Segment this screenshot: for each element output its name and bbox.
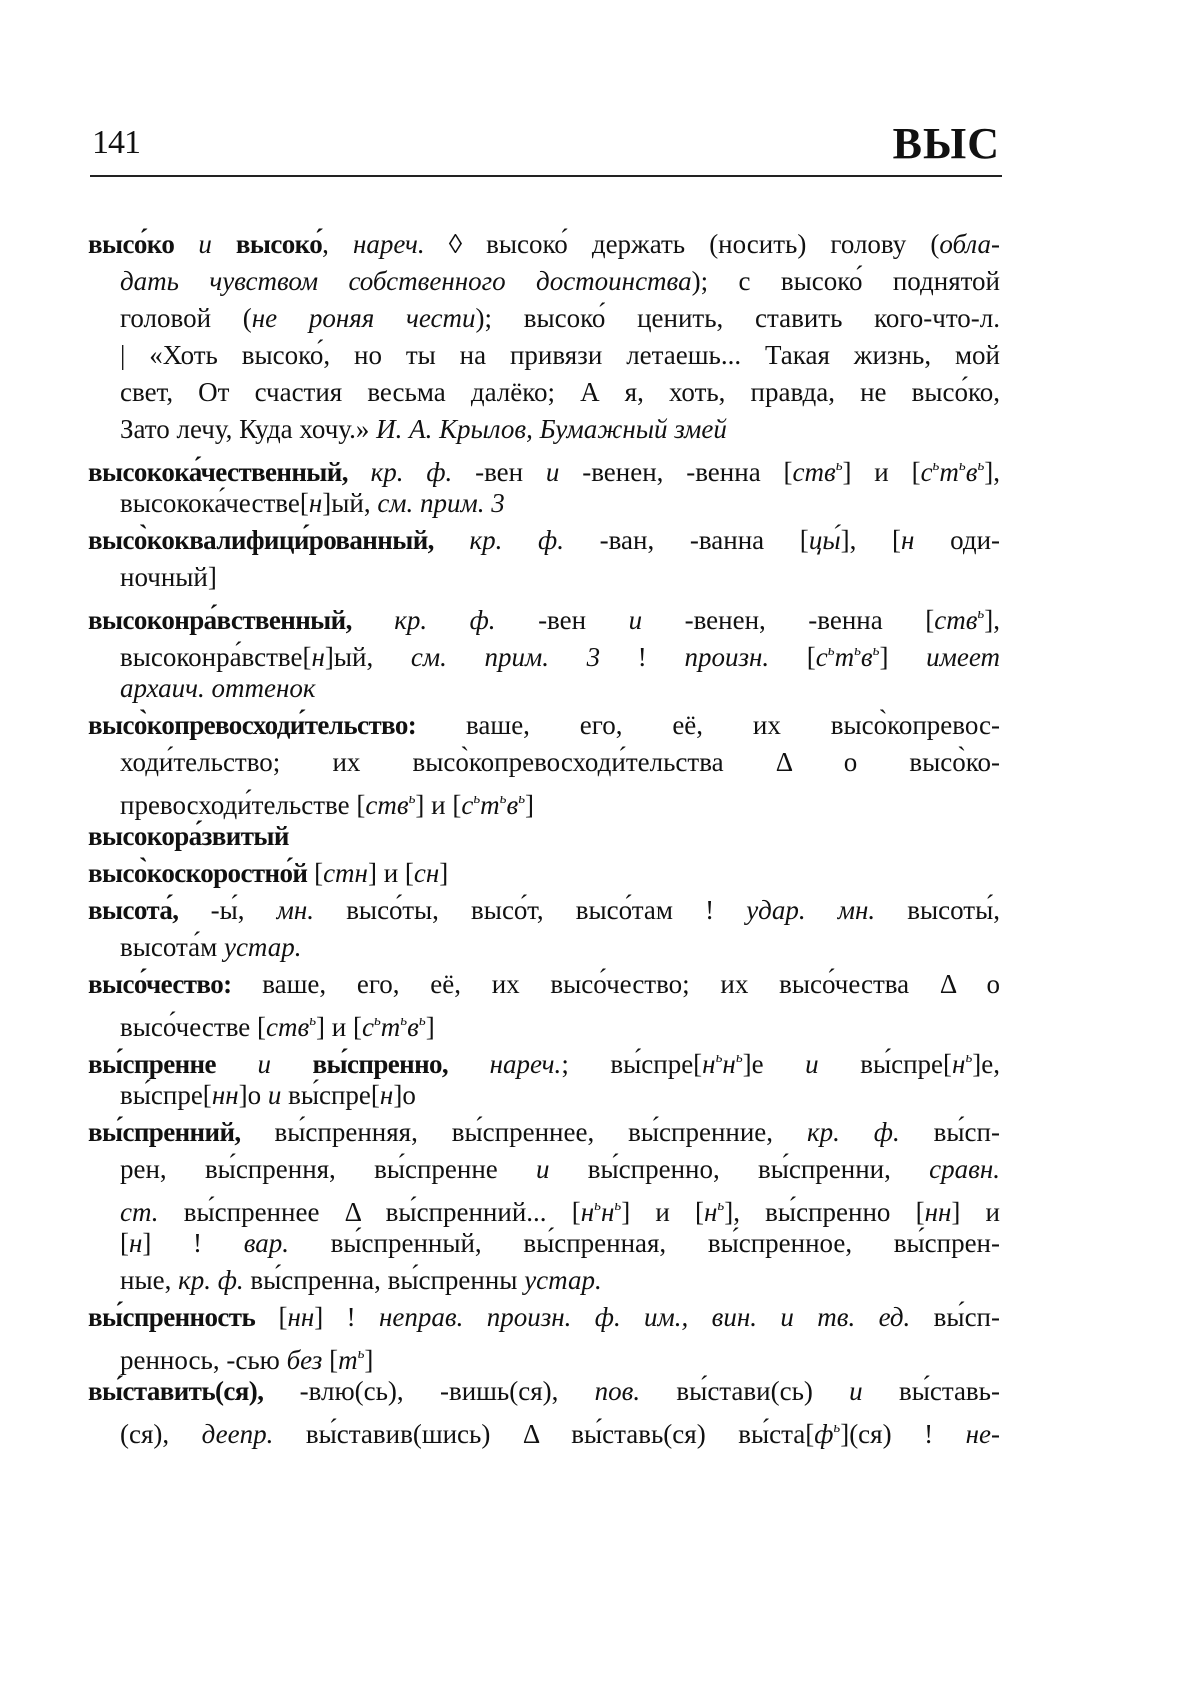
- entry-text: ]ый,: [324, 642, 411, 672]
- soft-mark: ь: [835, 458, 843, 474]
- entry-text: ]о: [238, 1080, 268, 1110]
- header-rule: [90, 175, 1002, 177]
- italic-label: произн.: [684, 642, 770, 672]
- italic-label: кр. ф.: [433, 525, 564, 555]
- entry-text: вы́спренна, вы́спренны: [243, 1265, 525, 1295]
- entry-text: ваше, его, её, их высо́чество; их высо́чества Δ о: [231, 969, 1000, 999]
- dictionary-entry: [88, 1040, 1000, 1114]
- entry-text: ); высоко́ ценить, ставить кого-что-л.: [475, 303, 1000, 333]
- dictionary-entries: [88, 226, 1000, 1447]
- soft-mark: ь: [473, 791, 481, 807]
- dictionary-entry: [88, 1114, 1000, 1299]
- soft-mark: ь: [958, 458, 966, 474]
- italic-label: нареч.: [448, 1049, 562, 1079]
- italic-label: обла-: [939, 229, 1000, 259]
- dictionary-entry: [88, 522, 1000, 596]
- italic-label: удар. мн.: [746, 895, 876, 925]
- italic-label: н: [580, 1197, 595, 1227]
- italic-label: сравн.: [929, 1154, 1000, 1184]
- italic-label: не роняя чести: [251, 303, 476, 333]
- entry-continuation-line: [88, 337, 1000, 374]
- italic-label: н: [311, 642, 325, 672]
- entry-text: ],: [984, 605, 1000, 635]
- entry-continuation-line: [88, 485, 1000, 522]
- italic-label: н: [722, 1049, 736, 1079]
- entry-continuation-line: [88, 263, 1000, 300]
- soft-mark: ь: [833, 1420, 841, 1436]
- entry-text: ] и [: [367, 858, 414, 888]
- entry-continuation-line: [88, 1003, 1000, 1040]
- italic-label: т: [939, 457, 959, 487]
- headword: высокока́чественный,: [88, 457, 348, 487]
- soft-mark: ь: [932, 458, 940, 474]
- entry-text: ]: [364, 1345, 374, 1375]
- headword: высо̀коквалифици́рованный,: [88, 525, 434, 555]
- italic-label: ств: [934, 605, 978, 635]
- italic-label: н: [704, 1197, 718, 1227]
- dictionary-entry: [88, 707, 1000, 818]
- entry-text: ; вы́спре[: [561, 1049, 703, 1079]
- entry-text: -влю(сь), -вишь(ся),: [263, 1376, 595, 1406]
- entry-text: вы́сп-: [899, 1117, 1000, 1147]
- entry-text: [: [769, 642, 816, 672]
- italic-label: н: [379, 1080, 394, 1110]
- entry-text: ные,: [120, 1265, 179, 1295]
- headword: высоко́: [235, 229, 323, 259]
- italic-label: И. А. Крылов, Бумажный змей: [376, 414, 727, 444]
- headword: высокора́звитый: [88, 821, 289, 851]
- entry-text: ]: [879, 642, 927, 672]
- italic-label: т: [480, 790, 500, 820]
- dictionary-entry: [88, 596, 1000, 707]
- soft-mark: ь: [977, 606, 985, 622]
- italic-label: н: [308, 488, 323, 518]
- entry-headline: [88, 596, 1000, 633]
- soft-mark: ь: [373, 1013, 381, 1029]
- italic-label: и: [545, 457, 560, 487]
- italic-label: с: [920, 457, 933, 487]
- entry-text: (ся),: [120, 1419, 202, 1449]
- entry-headline: [88, 1114, 1000, 1151]
- soft-mark: ь: [594, 1198, 601, 1214]
- entry-text: ] и [: [621, 1197, 705, 1227]
- headword: высо̀копревосходи́тельство:: [88, 710, 417, 740]
- italic-label: и: [849, 1376, 863, 1406]
- headword: вы́спренне: [88, 1049, 216, 1079]
- entry-text: вы́спре[: [281, 1080, 380, 1110]
- entry-text: !: [600, 642, 685, 672]
- entry-text: вы́спренный, вы́спренная, вы́спренное, вы́спрен-: [288, 1228, 1000, 1258]
- italic-label: ст.: [120, 1197, 159, 1227]
- italic-label: и: [215, 1049, 313, 1079]
- entry-text: высо́честве [: [120, 1012, 267, 1042]
- soft-mark: ь: [965, 1050, 973, 1066]
- entry-continuation-line: [88, 1188, 1000, 1225]
- italic-label: и: [174, 229, 236, 259]
- headword: вы́ставить(ся),: [88, 1376, 264, 1406]
- dictionary-entry: [88, 1299, 1000, 1373]
- italic-label: кр. ф.: [806, 1117, 900, 1147]
- entry-continuation-line: [88, 374, 1000, 411]
- italic-label: н: [600, 1197, 615, 1227]
- italic-label: неправ. произн. ф. им., вин. и тв. ед.: [379, 1302, 911, 1332]
- entry-text: ], [: [840, 525, 902, 555]
- headword: вы́спренний,: [88, 1117, 241, 1147]
- italic-label: пов.: [594, 1376, 641, 1406]
- italic-label: в: [965, 457, 978, 487]
- entry-text: -венен, -венна [: [642, 605, 935, 635]
- entry-headline: [88, 966, 1000, 1003]
- entry-text: -вен: [495, 605, 629, 635]
- entry-continuation-line: [88, 670, 1000, 707]
- soft-mark: ь: [872, 643, 880, 659]
- headword: вы́спренность: [88, 1302, 256, 1332]
- entry-text: свет, От счастия весьма далёко; А я, хоть, правда, не высо́ко,: [120, 377, 1000, 407]
- entry-continuation-line: [88, 1336, 1000, 1373]
- italic-label: дать чувством собственного достоинства: [120, 266, 692, 296]
- italic-label: архаич. оттенок: [120, 673, 316, 703]
- entry-text: вы́стави(сь): [640, 1376, 850, 1406]
- entry-text: [: [307, 858, 324, 888]
- italic-label: ф: [814, 1419, 834, 1449]
- entry-text: ]е,: [972, 1049, 1000, 1079]
- entry-continuation-line: [88, 300, 1000, 337]
- headword: высо́чество:: [88, 969, 232, 999]
- entry-continuation-line: [88, 633, 1000, 670]
- entry-text: вы́спре[: [120, 1080, 212, 1110]
- italic-label: кр. ф.: [178, 1265, 244, 1295]
- entry-text: | «Хоть высоко́, но ты на привязи летаешь... Такая жизнь, мой: [120, 340, 1000, 370]
- entry-continuation-line: [88, 1410, 1000, 1447]
- entry-text: ваше, его, её, их высо̀копревос-: [416, 710, 1000, 740]
- headword: высо̀коскоростно́й: [88, 858, 308, 888]
- italic-label: нн: [211, 1080, 239, 1110]
- entry-text: ]ый,: [322, 488, 378, 518]
- entry-continuation-line: [88, 744, 1000, 781]
- italic-label: и: [805, 1049, 819, 1079]
- italic-label: ств: [365, 790, 409, 820]
- entry-text: головой (: [120, 303, 252, 333]
- soft-mark: ь: [715, 1050, 723, 1066]
- entry-text: реннось, -сью: [120, 1345, 287, 1375]
- headword: высота́,: [88, 895, 179, 925]
- italic-label: мн.: [276, 895, 315, 925]
- italic-label: нн: [924, 1197, 952, 1227]
- italic-label: цы́: [808, 525, 841, 555]
- italic-label: ств: [792, 457, 836, 487]
- entry-headline: [88, 226, 1000, 263]
- entry-text: вы́сп-: [910, 1302, 1000, 1332]
- italic-label: ств: [266, 1012, 310, 1042]
- italic-label: см. прим. 3: [410, 642, 601, 672]
- italic-label: нн: [287, 1302, 315, 1332]
- italic-label: устар.: [524, 1265, 602, 1295]
- italic-label: н: [702, 1049, 716, 1079]
- entry-headline: [88, 707, 1000, 744]
- soft-mark: ь: [717, 1198, 725, 1214]
- soft-mark: ь: [735, 1050, 743, 1066]
- entry-text: ],: [984, 457, 1001, 487]
- soft-mark: ь: [499, 791, 507, 807]
- italic-label: кр. ф.: [351, 605, 496, 635]
- entry-headline: [88, 855, 1000, 892]
- soft-mark: ь: [309, 1013, 317, 1029]
- entry-text: высоты́,: [875, 895, 1000, 925]
- entry-headline: [88, 1299, 1000, 1336]
- dictionary-entry: [88, 1373, 1000, 1447]
- dictionary-entry: [88, 818, 1000, 855]
- dictionary-entry: [88, 966, 1000, 1040]
- entry-text: ] !: [314, 1302, 380, 1332]
- italic-label: в: [407, 1012, 419, 1042]
- entry-text: ](ся) !: [840, 1419, 966, 1449]
- italic-label: с: [461, 790, 474, 820]
- entry-text: вы́спренно, вы́спренни,: [549, 1154, 930, 1184]
- italic-label: кр. ф.: [347, 457, 453, 487]
- dictionary-entry: [88, 448, 1000, 522]
- soft-mark: ь: [977, 458, 985, 474]
- entry-text: оди-: [914, 525, 1001, 555]
- italic-label: см. прим. 3: [377, 488, 505, 518]
- entry-text: ◊ высоко́ держать (носить) голову (: [424, 229, 940, 259]
- italic-label: не-: [965, 1419, 1000, 1449]
- entry-continuation-line: [88, 1262, 1000, 1299]
- entry-text: ] и [: [316, 1012, 362, 1042]
- entry-continuation-line: [88, 411, 1000, 448]
- italic-label: сн: [413, 858, 440, 888]
- entry-text: вы́ставив(шись) Δ вы́ставь(ся) вы́ста[: [273, 1419, 815, 1449]
- entry-text: -венен, -венна [: [559, 457, 793, 487]
- headword: вы́спренно,: [312, 1049, 449, 1079]
- entry-headline: [88, 522, 1000, 559]
- entry-text: [: [120, 1228, 129, 1258]
- italic-label: устар.: [223, 932, 302, 962]
- entry-text: высоконра́встве[: [120, 642, 312, 672]
- italic-label: вар.: [243, 1228, 289, 1258]
- entry-text: вы́спренняя, вы́спреннее, вы́спренние,: [240, 1117, 807, 1147]
- italic-label: в: [860, 642, 873, 672]
- entry-text: ] и [: [415, 790, 462, 820]
- entry-text: [: [322, 1345, 339, 1375]
- italic-label: н: [901, 525, 915, 555]
- entry-text: рен, вы́спрення, вы́спренне: [120, 1154, 537, 1184]
- entry-text: ]: [525, 790, 535, 820]
- soft-mark: ь: [614, 1198, 622, 1214]
- entry-text: ]: [425, 1012, 435, 1042]
- page-number: 141: [92, 124, 140, 161]
- dictionary-entry: [88, 226, 1000, 448]
- soft-mark: ь: [518, 791, 526, 807]
- entry-text: [: [255, 1302, 288, 1332]
- entry-text: -ван, -ванна [: [563, 525, 809, 555]
- soft-mark: ь: [400, 1013, 408, 1029]
- entry-text: ]о: [393, 1080, 416, 1110]
- italic-label: нареч.: [352, 229, 425, 259]
- entry-text: превосходи́тельстве [: [120, 790, 366, 820]
- soft-mark: ь: [854, 643, 861, 659]
- entry-text: -ы́,: [178, 895, 277, 925]
- entry-continuation-line: [88, 1077, 1000, 1114]
- italic-label: деепр.: [201, 1419, 274, 1449]
- italic-label: и: [536, 1154, 550, 1184]
- entry-continuation-line: [88, 781, 1000, 818]
- entry-text: ]: [439, 858, 449, 888]
- entry-text: вы́спре[: [818, 1049, 953, 1079]
- soft-mark: ь: [357, 1346, 365, 1362]
- entry-text: ] и [: [842, 457, 921, 487]
- entry-text: высокока́честве[: [120, 488, 309, 518]
- entry-text: высо́ты, высо́т, высо́там !: [314, 895, 747, 925]
- entry-text: ], вы́спренно [: [724, 1197, 925, 1227]
- soft-mark: ь: [408, 791, 416, 807]
- dictionary-entry: [88, 855, 1000, 892]
- headword: высоконра́вственный,: [88, 605, 352, 635]
- entry-text: -вен: [452, 457, 546, 487]
- entry-text: ходи́тельство; их высо̀копревосходи́тельства Δ о высо̀ко-: [120, 747, 1000, 777]
- italic-label: н: [952, 1049, 966, 1079]
- italic-label: без: [286, 1345, 323, 1375]
- italic-label: с: [361, 1012, 374, 1042]
- italic-label: т: [380, 1012, 401, 1042]
- entry-continuation-line: [88, 559, 1000, 596]
- entry-text: ] и: [951, 1197, 1001, 1227]
- italic-label: н: [129, 1228, 143, 1258]
- entry-headline: [88, 448, 1000, 485]
- italic-label: в: [506, 790, 519, 820]
- entry-continuation-line: [88, 1225, 1000, 1262]
- entry-headline: [88, 818, 1000, 855]
- entry-text: ] !: [142, 1228, 244, 1258]
- italic-label: с: [815, 642, 828, 672]
- italic-label: стн: [323, 858, 368, 888]
- soft-mark: ь: [418, 1013, 426, 1029]
- entry-text: Зато лечу, Куда хочу.»: [120, 414, 377, 444]
- entry-headline: [88, 1040, 1000, 1077]
- entry-continuation-line: [88, 929, 1000, 966]
- italic-label: т: [338, 1345, 358, 1375]
- italic-label: и: [267, 1080, 282, 1110]
- italic-label: т: [834, 642, 855, 672]
- italic-label: и: [628, 605, 643, 635]
- entry-text: ночный]: [120, 562, 217, 592]
- entry-text: ); с высоко́ поднятой: [691, 266, 1001, 296]
- soft-mark: ь: [827, 643, 835, 659]
- italic-label: имеет: [926, 642, 1000, 672]
- headword: высо́ко: [88, 229, 175, 259]
- entry-headline: [88, 1373, 1000, 1410]
- entry-text: высота́м: [120, 932, 224, 962]
- entry-headline: [88, 892, 1000, 929]
- entry-continuation-line: [88, 1151, 1000, 1188]
- entry-text: ]е: [742, 1049, 806, 1079]
- dictionary-entry: [88, 892, 1000, 966]
- entry-text: ,: [322, 229, 353, 259]
- entry-text: вы́спреннее Δ вы́спренний... [: [158, 1197, 581, 1227]
- running-head: ВЫС: [892, 119, 1000, 168]
- entry-text: вы́ставь-: [862, 1376, 1000, 1406]
